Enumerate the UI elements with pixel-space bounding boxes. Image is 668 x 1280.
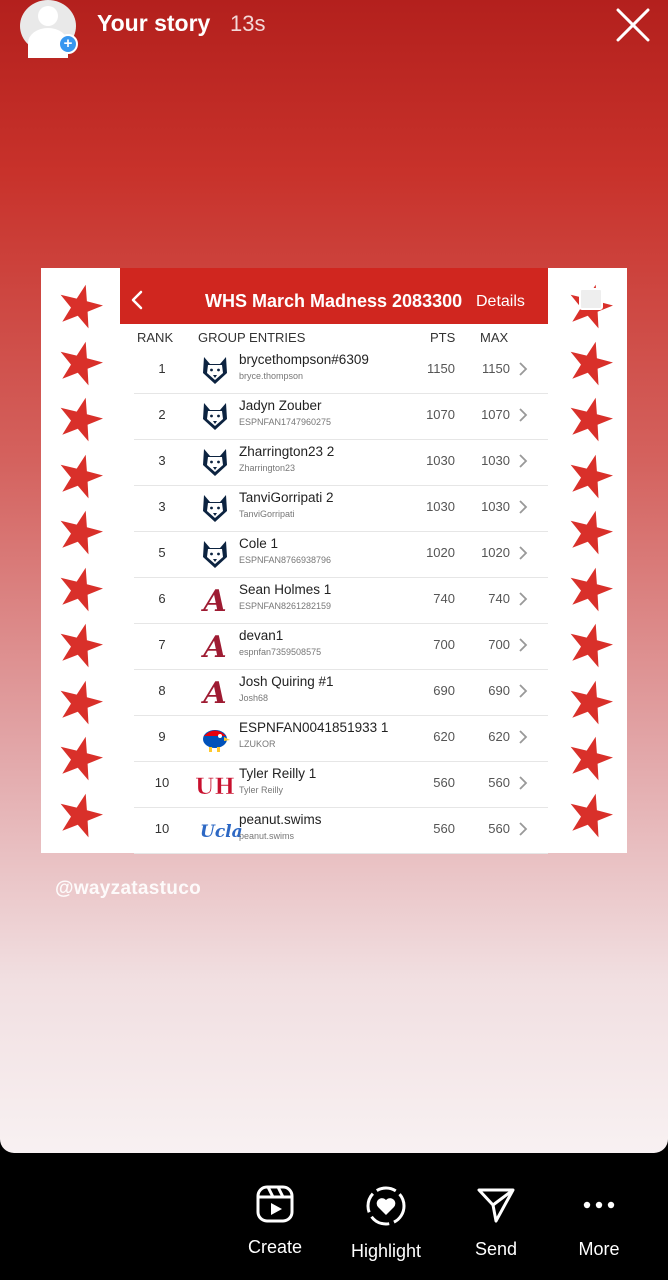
chevron-right-icon [518, 454, 527, 468]
reels-icon [256, 1185, 294, 1223]
rank-cell: 6 [158, 591, 166, 606]
send-icon [476, 1185, 516, 1225]
entry-username: espnfan7359508575 [239, 647, 322, 657]
table-row[interactable] [134, 531, 548, 578]
team-logo [200, 355, 230, 385]
entry-username: LZUKOR [239, 739, 276, 749]
kansas-jayhawk-logo-icon [200, 723, 230, 753]
rank-cell: 10 [154, 821, 170, 836]
star-decoration-icon [565, 395, 615, 445]
houston-uh-logo-icon [195, 769, 235, 800]
star-border-left [41, 268, 121, 853]
max-cell: 1030 [481, 499, 510, 514]
pts-cell: 560 [433, 821, 455, 836]
star-decoration-icon [55, 565, 105, 615]
star-decoration-icon [55, 791, 105, 841]
chevron-right-icon [518, 638, 527, 652]
team-logo [200, 493, 230, 523]
more-icon [579, 1185, 619, 1225]
team-logo [200, 447, 230, 477]
max-cell: 690 [488, 683, 510, 698]
svg-text:A: A [203, 584, 227, 619]
group-title: WHS March Madness 2083300 [205, 291, 463, 311]
entry-username: Josh68 [239, 693, 269, 703]
svg-text:Ucla: Ucla [200, 822, 243, 842]
details-link[interactable]: Details [476, 293, 525, 310]
ucla-script-logo-icon [200, 815, 243, 845]
entry-username: bryce.thompson [239, 371, 304, 381]
star-decoration-icon [565, 734, 615, 784]
entry-name: Sean Holmes 1 [239, 582, 332, 597]
rank-cell: 10 [154, 775, 170, 790]
chevron-right-icon [518, 546, 527, 560]
table-row[interactable] [134, 485, 548, 532]
svg-text:A: A [203, 630, 227, 665]
pts-cell: 1150 [427, 361, 455, 376]
rank-cell: 2 [158, 407, 166, 422]
send-button[interactable] [441, 1185, 551, 1260]
star-decoration-icon [55, 678, 105, 728]
team-logo [195, 769, 235, 800]
chevron-right-icon [518, 730, 527, 744]
max-cell: 1150 [482, 361, 510, 376]
rank-cell: 8 [158, 683, 166, 698]
create-label: Create [247, 1237, 303, 1257]
alabama-script-a-logo-icon [200, 676, 230, 711]
table-row[interactable] [134, 715, 548, 762]
star-decoration-icon [55, 508, 105, 558]
entry-username: ESPNFAN1747960275 [239, 417, 332, 427]
col-max: MAX [480, 330, 509, 345]
uconn-husky-logo-icon [200, 401, 230, 431]
star-border-right [547, 268, 627, 853]
pts-cell: 690 [433, 683, 455, 698]
entry-name: devan1 [239, 628, 284, 643]
svg-text:A: A [203, 676, 227, 711]
mention-sticker[interactable]: @wayzatastuco [55, 878, 201, 899]
rank-cell: 3 [158, 499, 166, 514]
chevron-right-icon [518, 408, 527, 422]
highlight-heart-icon [365, 1185, 407, 1227]
star-decoration-icon [565, 339, 615, 389]
pts-cell: 560 [433, 775, 455, 790]
table-row[interactable] [134, 669, 548, 716]
entry-name: Cole 1 [239, 536, 279, 551]
rank-cell: 3 [158, 453, 166, 468]
star-decoration-icon [565, 565, 615, 615]
entry-name: ESPNFAN0041851933 1 [239, 720, 389, 735]
star-decoration-icon [55, 621, 105, 671]
max-cell: 560 [488, 821, 510, 836]
chevron-right-icon [518, 776, 527, 790]
table-row[interactable] [134, 439, 548, 486]
pts-cell: 1020 [426, 545, 455, 560]
pts-cell: 740 [433, 591, 455, 606]
team-logo [200, 815, 243, 845]
rank-cell: 5 [158, 545, 166, 560]
star-decoration-icon [565, 452, 615, 502]
pts-cell: 1030 [426, 453, 455, 468]
team-logo [200, 539, 230, 569]
alabama-script-a-logo-icon [200, 630, 230, 665]
entry-username: Zharrington23 [239, 463, 296, 473]
back-chevron-icon[interactable] [130, 290, 144, 310]
table-row[interactable] [134, 347, 548, 394]
chevron-right-icon [518, 822, 527, 836]
table-row[interactable] [134, 761, 548, 808]
highlight-button[interactable] [331, 1185, 441, 1262]
max-cell: 560 [488, 775, 510, 790]
table-row[interactable] [134, 807, 548, 854]
rank-cell: 1 [158, 361, 166, 376]
story-username[interactable]: Your story [97, 10, 211, 36]
team-logo [200, 630, 230, 665]
share-sticker-icon[interactable] [579, 288, 603, 310]
bracket-screenshot [41, 268, 627, 853]
pts-cell: 620 [433, 729, 455, 744]
pts-cell: 1030 [426, 499, 455, 514]
max-cell: 1070 [481, 407, 510, 422]
close-icon[interactable] [614, 6, 652, 44]
star-decoration-icon [55, 734, 105, 784]
more-label: More [578, 1239, 620, 1259]
rank-cell: 9 [158, 729, 166, 744]
team-logo [200, 584, 230, 619]
entry-username: ESPNFAN8261282159 [239, 601, 332, 611]
entry-username: peanut.swims [239, 831, 295, 841]
entry-username: TanviGorripati [239, 509, 295, 519]
table-row[interactable] [134, 393, 548, 440]
col-entries: GROUP ENTRIES [198, 330, 306, 345]
entry-username: ESPNFAN8766938796 [239, 555, 332, 565]
create-button[interactable] [220, 1185, 330, 1258]
max-cell: 620 [488, 729, 510, 744]
avatar-head [38, 6, 58, 26]
chevron-right-icon [518, 362, 527, 376]
add-story-icon[interactable]: + [58, 34, 78, 54]
table-row[interactable] [134, 623, 548, 670]
star-decoration-icon [565, 791, 615, 841]
star-decoration-icon [55, 395, 105, 445]
story-timestamp: 13s [230, 11, 266, 36]
send-label: Send [474, 1239, 518, 1259]
star-decoration-icon [565, 678, 615, 728]
team-logo [200, 401, 230, 431]
uconn-husky-logo-icon [200, 355, 230, 385]
uconn-husky-logo-icon [200, 493, 230, 523]
max-cell: 1020 [481, 545, 510, 560]
svg-text:UH: UH [195, 774, 235, 800]
max-cell: 1030 [481, 453, 510, 468]
entry-name: Tyler Reilly 1 [239, 766, 317, 781]
rank-cell: 7 [158, 637, 166, 652]
entry-name: brycethompson#6309 [239, 352, 369, 367]
more-button[interactable] [544, 1185, 654, 1260]
chevron-right-icon [518, 500, 527, 514]
highlight-label: Highlight [350, 1241, 422, 1261]
uconn-husky-logo-icon [200, 447, 230, 477]
group-header [120, 268, 548, 324]
story-action-bar [0, 1153, 668, 1280]
star-decoration-icon [55, 339, 105, 389]
entry-name: Josh Quiring #1 [239, 674, 334, 689]
col-rank: RANK [137, 330, 174, 345]
star-decoration-icon [55, 452, 105, 502]
max-cell: 740 [488, 591, 510, 606]
alabama-script-a-logo-icon [200, 584, 230, 619]
entry-name: TanviGorripati 2 [239, 490, 334, 505]
pts-cell: 700 [433, 637, 455, 652]
entry-name: peanut.swims [239, 812, 322, 827]
team-logo [200, 723, 230, 753]
pts-cell: 1070 [426, 407, 455, 422]
uconn-husky-logo-icon [200, 539, 230, 569]
col-pts: PTS [430, 330, 456, 345]
star-decoration-icon [565, 508, 615, 558]
entry-name: Zharrington23 2 [239, 444, 335, 459]
star-decoration-icon [565, 621, 615, 671]
table-row[interactable] [134, 577, 548, 624]
team-logo [200, 676, 230, 711]
chevron-right-icon [518, 592, 527, 606]
entry-username: Tyler Reilly [239, 785, 284, 795]
chevron-right-icon [518, 684, 527, 698]
max-cell: 700 [488, 637, 510, 652]
star-decoration-icon [55, 282, 105, 332]
entry-name: Jadyn Zouber [239, 398, 322, 413]
